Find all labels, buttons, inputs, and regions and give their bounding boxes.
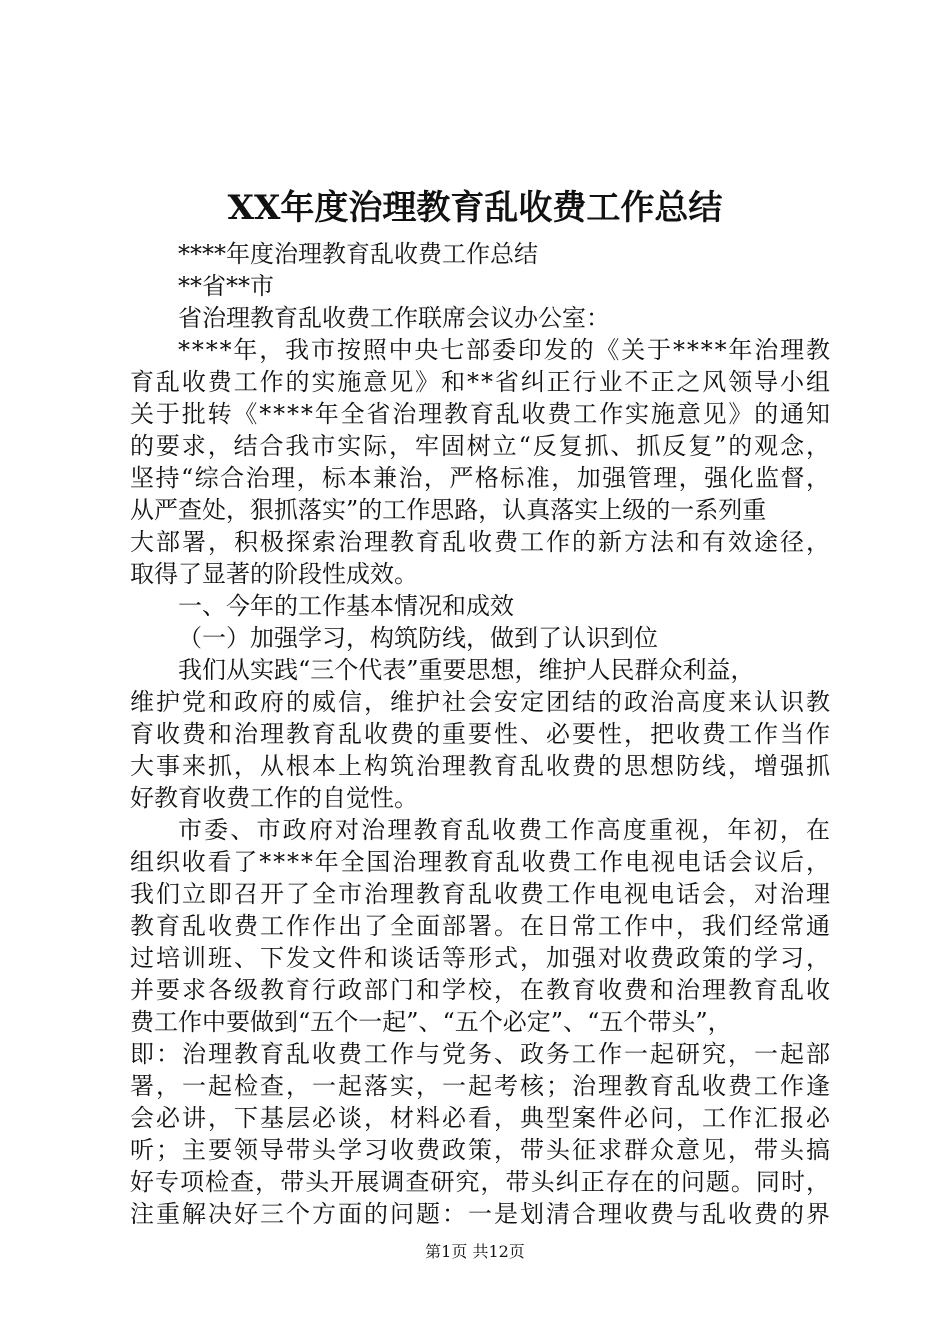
text-line: 从严查处，狠抓落实”的工作思路，认真落实上级的一系列重 bbox=[130, 496, 767, 524]
text-line: 维护党和政府的威信，维护社会安定团结的政治高度来认识教 bbox=[130, 688, 832, 716]
text-line: 组织收看了****年全国治理教育乱收费工作电视电话会议后， bbox=[130, 848, 832, 876]
text-line: 费工作中要做到“五个一起”、“五个必定”、“五个带头”， bbox=[130, 1008, 732, 1036]
page-footer: 第1页 共12页 bbox=[425, 1242, 525, 1261]
text-line: 的要求，结合我市实际，牢固树立“反复抓、抓反复”的观念， bbox=[130, 432, 832, 460]
text-line: 即：治理教育乱收费工作与党务、政务工作一起研究，一起部 bbox=[130, 1040, 832, 1068]
text-line: 一、今年的工作基本情况和成效 bbox=[178, 592, 514, 620]
text-line: 我们立即召开了全市治理教育乱收费工作电视电话会，对治理 bbox=[130, 880, 832, 908]
text-line: ****年，我市按照中央七部委印发的《关于****年治理教 bbox=[178, 336, 832, 364]
text-line: 教育乱收费工作作出了全面部署。在日常工作中，我们经常通 bbox=[130, 912, 832, 940]
text-line: 注重解决好三个方面的问题：一是划清合理收费与乱收费的界 bbox=[130, 1200, 832, 1228]
text-line: 并要求各级教育行政部门和学校，在教育收费和治理教育乱收 bbox=[130, 976, 832, 1004]
text-line: 听；主要领导带头学习收费政策，带头征求群众意见，带头搞 bbox=[130, 1136, 832, 1164]
text-line: ****年度治理教育乱收费工作总结 bbox=[178, 240, 538, 268]
text-line: **省**市 bbox=[178, 272, 274, 300]
text-line: 好教育收费工作的自觉性。 bbox=[130, 784, 418, 812]
text-line: 关于批转《****年全省治理教育乱收费工作实施意见》的通知 bbox=[130, 400, 832, 428]
text-line: （一）加强学习，构筑防线，做到了认识到位 bbox=[178, 624, 658, 652]
text-line: 省治理教育乱收费工作联席会议办公室： bbox=[178, 304, 610, 332]
text-line: 市委、市政府对治理教育乱收费工作高度重视，年初，在 bbox=[178, 816, 833, 844]
text-line: 坚持“综合治理，标本兼治，严格标准，加强管理，强化监督， bbox=[130, 464, 832, 492]
text-line: 过培训班、下发文件和谈话等形式，加强对收费政策的学习， bbox=[130, 944, 832, 972]
document-body bbox=[130, 238, 833, 1230]
text-line: 署，一起检查，一起落实，一起考核；治理教育乱收费工作逢 bbox=[130, 1072, 832, 1100]
text-line: 育收费和治理教育乱收费的重要性、必要性，把收费工作当作 bbox=[130, 720, 832, 748]
text-line: 大部署，积极探索治理教育乱收费工作的新方法和有效途径， bbox=[130, 528, 832, 556]
text-line: 育乱收费工作的实施意见》和**省纠正行业不正之风领导小组 bbox=[130, 368, 832, 396]
text-line: 好专项检查，带头开展调查研究，带头纠正存在的问题。同时， bbox=[130, 1168, 832, 1196]
document-title: XX年度治理教育乱收费工作总结 bbox=[227, 188, 723, 228]
text-line: 取得了显著的阶段性成效。 bbox=[130, 560, 418, 588]
text-line: 大事来抓，从根本上构筑治理教育乱收费的思想防线，增强抓 bbox=[130, 752, 832, 780]
text-line: 我们从实践“三个代表”重要思想，维护人民群众利益， bbox=[178, 656, 755, 684]
text-line: 会必讲，下基层必谈，材料必看，典型案件必问，工作汇报必 bbox=[130, 1104, 832, 1132]
